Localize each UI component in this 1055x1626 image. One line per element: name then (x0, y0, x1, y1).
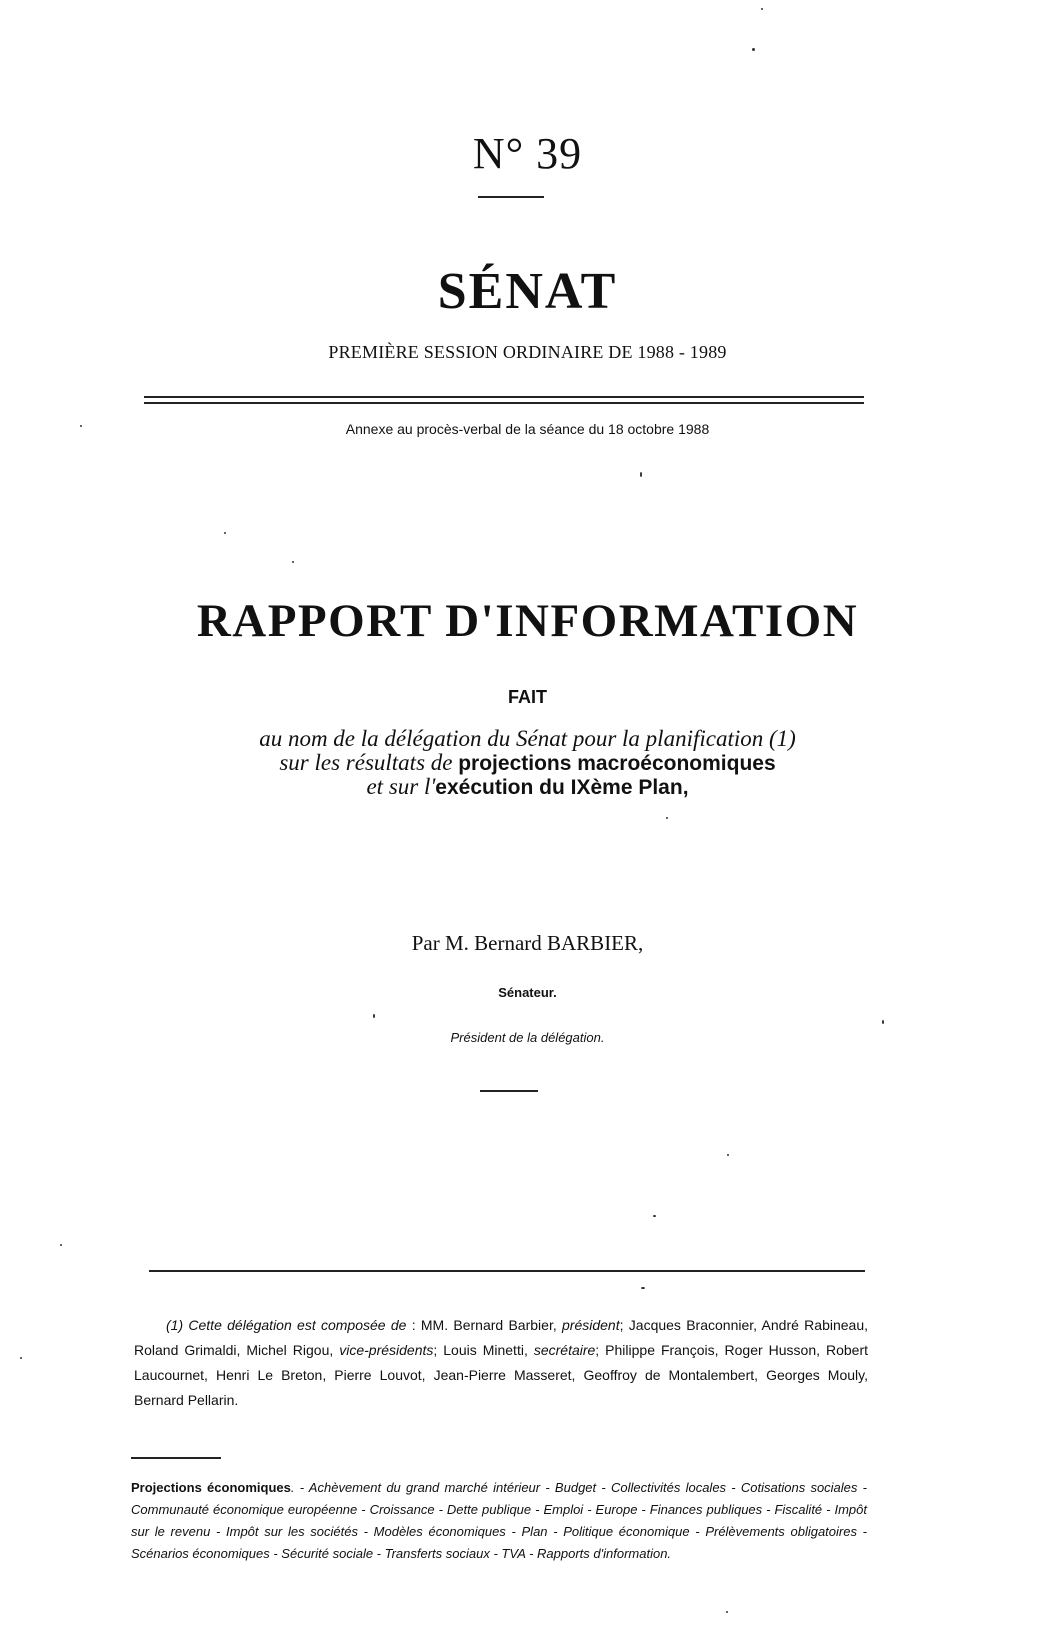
scan-speck (373, 1014, 375, 1018)
double-divider (144, 396, 864, 404)
scan-speck (727, 1154, 729, 1156)
subject-line-3-bold: exécution du IXème Plan, (435, 776, 689, 799)
scan-speck (20, 1357, 22, 1359)
subject-line-2 (0, 752, 1055, 775)
scan-speck (752, 48, 755, 51)
keywords-lead: Projections économiques (131, 1480, 291, 1495)
report-title: RAPPORT D'INFORMATION (196, 595, 859, 647)
scan-speck (640, 472, 642, 477)
footnote-president: président (562, 1317, 620, 1333)
scan-speck (60, 1244, 62, 1246)
keywords-divider (131, 1457, 221, 1459)
footnote-text-3: ; Louis Minetti, (433, 1342, 534, 1358)
footnote-vice-presidents: vice-présidents (339, 1342, 434, 1358)
divider (480, 1090, 538, 1092)
annexe-line: Annexe au procès-verbal de la séance du 18 octobre 1988 (345, 421, 710, 437)
subject-line-2-italic: sur les résultats de (279, 750, 459, 775)
subject-line-2-bold: projections macroéconomiques (458, 752, 776, 775)
footnote (134, 1313, 868, 1413)
footnote-text-4: ; Philippe François, Roger Husson, Robert Laucournet, Henri Le Breton, Pierre Louvot, Jean-Pierre Masseret, Geoffroy de Montalembert, Georges Mouly, Bernard Pellarin. (134, 1342, 868, 1408)
footnote-marker: (1) Cette délégation est composée de (166, 1317, 407, 1333)
footnote-text-2: ; Jacques Braconnier, André Rabineau, Roland Grimaldi, Michel Rigou, (134, 1317, 869, 1358)
divider (478, 196, 544, 198)
scan-speck (761, 8, 763, 10)
scan-speck (224, 532, 226, 534)
scan-speck (80, 425, 82, 427)
subject-line-3-italic: et sur l' (366, 774, 436, 799)
scan-speck (666, 817, 668, 819)
keywords-list: . - Achèvement du grand marché intérieur - Budget - Collectivités locales - Cotisations sociales - Communauté économique européenne - Croissance - Dette publique - Emploi - Europe - Finances publiques - Fiscalité - Impôt sur le revenu - Impôt sur les sociétés - Modèles économiques - Plan - Politique économique - Prélèvements obligatoires - Scénarios économiques - Sécurité sociale - Transferts sociaux - TVA - Rapports d'information. (131, 1480, 867, 1561)
footnote-text-1: : MM. Bernard Barbier, (406, 1317, 563, 1333)
scan-speck (641, 1287, 645, 1289)
subject-line-1: au nom de la délégation du Sénat pour la planification (1) (259, 726, 796, 751)
scan-speck (726, 1611, 728, 1613)
scan-speck (882, 1020, 884, 1024)
fait-label: FAIT (508, 687, 547, 707)
scan-speck (292, 561, 294, 563)
scan-speck (653, 1215, 656, 1217)
chamber-title: SÉNAT (437, 263, 618, 320)
footnote-divider (149, 1270, 865, 1272)
session-line: PREMIÈRE SESSION ORDINAIRE DE 1988 - 1989 (328, 342, 727, 362)
author-role-president: Président de la délégation. (450, 1030, 605, 1045)
author-role-senator: Sénateur. (498, 985, 557, 1000)
keywords (131, 1477, 867, 1565)
subject-line-3 (0, 776, 1055, 799)
author-line: Par M. Bernard BARBIER, (411, 931, 644, 955)
footnote-secretaire: secrétaire (533, 1342, 596, 1358)
document-number: N° 39 (472, 129, 583, 178)
